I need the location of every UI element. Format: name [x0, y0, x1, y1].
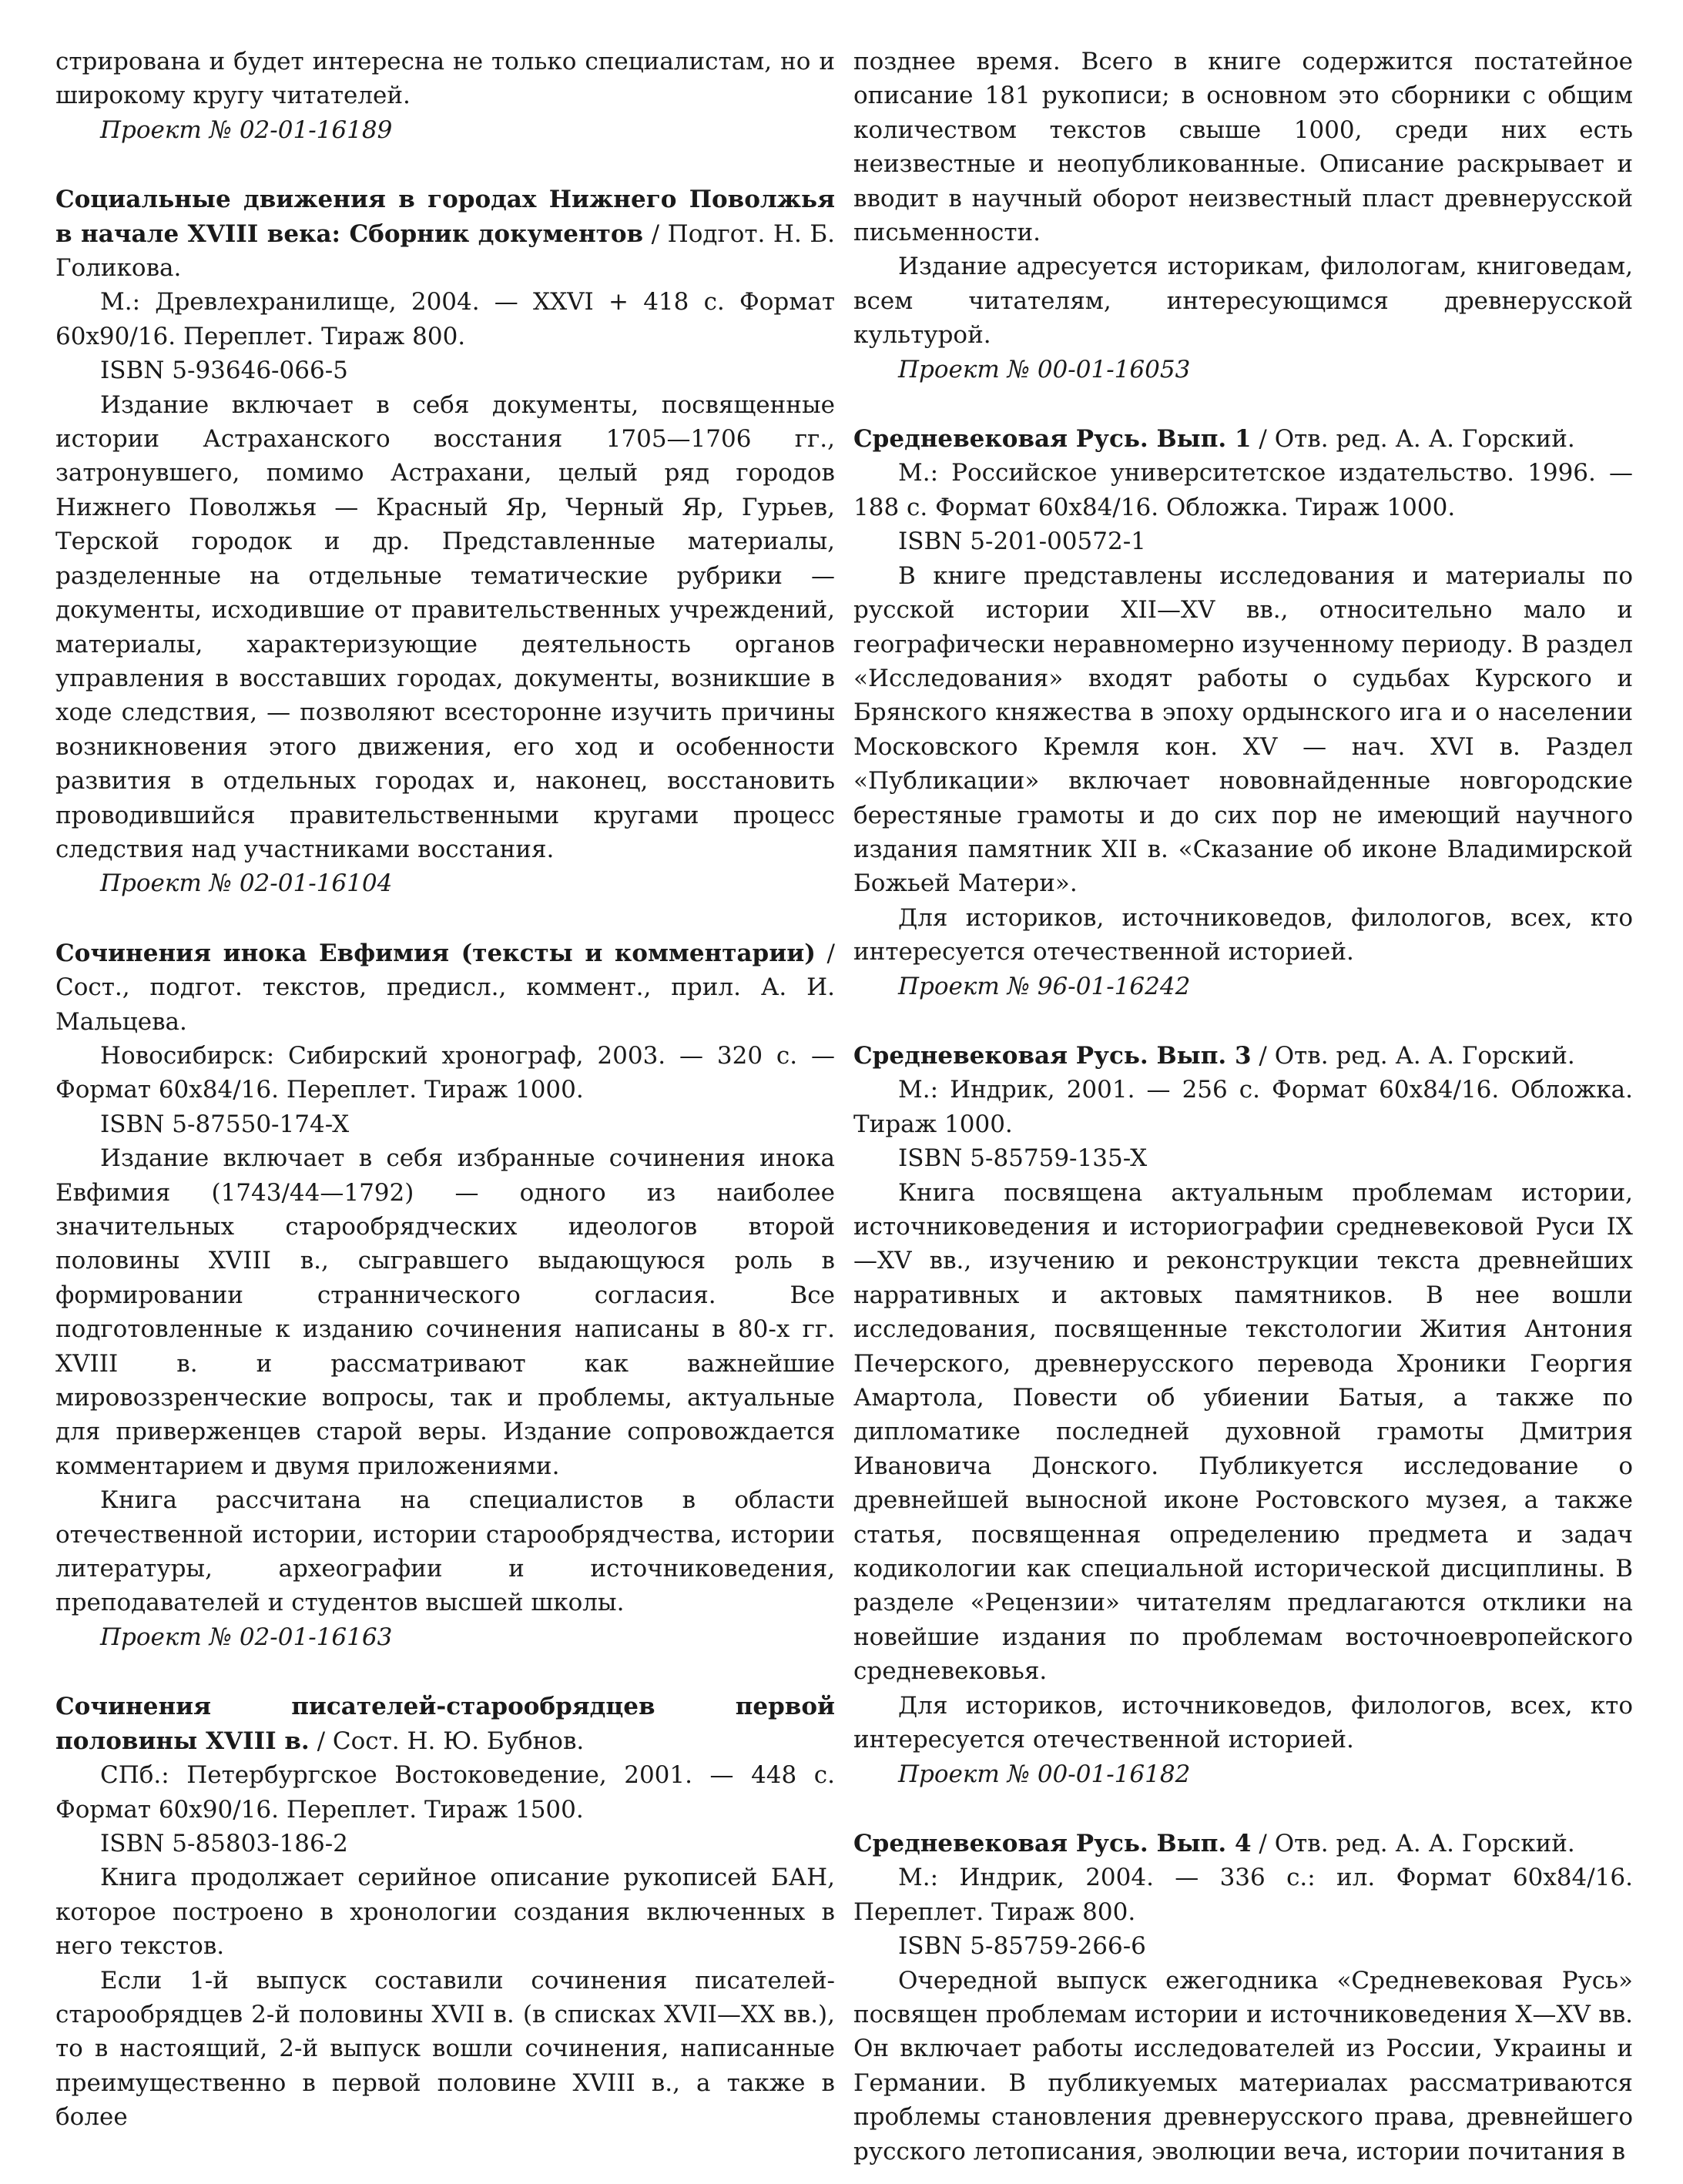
- entry-social-movements: [55, 183, 835, 901]
- entry-title: Средневековая Русь. Вып. 1: [853, 425, 1252, 454]
- entry-responsibility: / Сост., подгот. текстов, предисл., коммент., прил. А. И. Мальцева.: [55, 939, 835, 1036]
- entry-responsibility: / Отв. ред. А. А. Горский.: [1251, 425, 1575, 454]
- entry-continuation: [853, 45, 1633, 387]
- project-number: Проект № 96-01-16242: [898, 972, 1191, 1000]
- description-audience: Для историков, источниковедов, филологов, всех, кто интересуется отечественной историей.: [853, 903, 1633, 966]
- entry-responsibility: / Отв. ред. А. А. Горский.: [1251, 1041, 1575, 1070]
- description-audience: Издание адресуется историкам, филологам, книговедам, всем читателям, интересующимся древнерусской культурой.: [853, 253, 1633, 350]
- publication-info: Новосибирск: Сибирский хронограф, 2003. — 320 с. — Формат 60х84/16. Переплет. Тираж 1000.: [55, 1041, 835, 1104]
- isbn: ISBN 5-201-00572-1: [898, 528, 1146, 556]
- entry-heading: [853, 1039, 1633, 1073]
- entry-old-believers: [55, 1690, 835, 2134]
- description: Очередной выпуск ежегодника «Средневековая Русь» посвящен проблемам истории и источниковедения X—XV вв. Он включает работы исследователей из России, Украины и Германии. В публикуемых материалах рассматриваются проблемы становления древнерусского права, древнейшего русского летописания, эволюции веча, истории почитания в: [853, 1966, 1633, 2166]
- entry-title: Средневековая Русь. Вып. 3: [853, 1041, 1252, 1070]
- isbn: ISBN 5-85759-135-X: [898, 1144, 1148, 1173]
- publication-info: М.: Индрик, 2004. — 336 с.: ил. Формат 60х84/16. Переплет. Тираж 800.: [853, 1864, 1633, 1926]
- entry-heading: [853, 422, 1633, 456]
- entry-title: Средневековая Русь. Вып. 4: [853, 1829, 1252, 1857]
- project-number: Проект № 02-01-16104: [100, 869, 393, 898]
- entry-medieval-rus-1: [853, 422, 1633, 1003]
- isbn: ISBN 5-87550-174-X: [100, 1110, 350, 1138]
- description-audience: Для историков, источниковедов, филологов, всех, кто интересуется отечественной историей.: [853, 1691, 1633, 1754]
- right-column: [853, 45, 1633, 2169]
- description-continued: Если 1-й выпуск составили сочинения писателей-старообрядцев 2-й половины XVII в. (в списках XVII—XX вв.), то в настоящий, 2-й выпуск вошли сочинения, написанные преимущественно в первой половине XVIII в., а также в более: [55, 1966, 835, 2132]
- project-number: Проект № 00-01-16053: [898, 355, 1191, 384]
- entry-responsibility: / Сост. Н. Ю. Бубнов.: [309, 1727, 585, 1755]
- isbn: ISBN 5-85759-266-6: [898, 1932, 1146, 1961]
- entry-title: Сочинения писателей-старообрядцев первой половины XVIII в.: [55, 1693, 835, 1755]
- description: Издание включает в себя документы, посвященные истории Астраханского восстания 1705—1706 гг., затронувшего, помимо Астрахани, целый ряд городов Нижнего Поволжья — Красный Яр, Черный Яр, Гурьев, Терской городок и др. Представленные материалы, разделенные на отдельные тематические рубрики — документы, исходившие от правительственных учреждений, материалы, характеризующие деятельность органов управления в восставших городах, документы, возникшие в ходе следствия, — позволяют всесторонне изучить причины возникновения этого движения, его ход и особенности развития в отдельных городах и, наконец, восстановить проводившийся правительственными кругами процесс следствия над участниками восстания.: [55, 390, 835, 863]
- entry-responsibility: / Отв. ред. А. А. Горский.: [1251, 1829, 1575, 1857]
- entry-euthymius: [55, 936, 835, 1655]
- entry-heading: [55, 1690, 835, 1758]
- description: Книга посвящена актуальным проблемам истории, источниковедения и историографии средневековой Руси IX—XV вв., изучению и реконструкции текста древнейших нарративных и актовых памятников. В нее вошли исследования, посвященные текстологии Жития Антония Печерского, древнерусского перевода Хроники Георгия Амартола, Повести об убиении Батыя, а также по дипломатике последней духовной грамоты Дмитрия Ивановича Донского. Публикуется исследование о древнейшей выносной иконе Ростовского музея, а также статья, посвященная определению предмета и задач кодикологии как специальной исторической дисциплины. В разделе «Рецензии» читателям предлагаются отклики на новейшие издания по проблемам восточноевропейского средневековья.: [853, 1178, 1633, 1686]
- entry-continuation: [55, 45, 835, 147]
- entry-medieval-rus-4: [853, 1827, 1633, 2169]
- project-number: Проект № 02-01-16189: [100, 116, 393, 144]
- description-audience: Книга рассчитана на специалистов в области отечественной истории, истории старообрядчества, истории литературы, археографии и источниковедения, преподавателей и студентов высшей школы.: [55, 1486, 835, 1617]
- entry-text: стрирована и будет интересна не только специалистам, но и широкому кругу читателей.: [55, 48, 835, 110]
- left-column: [55, 45, 835, 2135]
- publication-info: М.: Российское университетское издательство. 1996. — 188 с. Формат 60х84/16. Обложка. Тираж 1000.: [853, 459, 1633, 521]
- entry-heading: [853, 1827, 1633, 1861]
- entry-heading: [55, 936, 835, 1039]
- entry-medieval-rus-3: [853, 1039, 1633, 1791]
- publication-info: М.: Древлехранилище, 2004. — XXVI + 418 с. Формат 60х90/16. Переплет. Тираж 800.: [55, 288, 835, 350]
- description: Книга продолжает серийное описание рукописей БАН, которое построено в хронологии создания включенных в него текстов.: [55, 1864, 835, 1961]
- project-number: Проект № 02-01-16163: [100, 1623, 393, 1651]
- entry-title: Социальные движения в городах Нижнего Поволжья в начале XVIII века: Сборник документов: [55, 186, 835, 248]
- description: В книге представлены исследования и материалы по русской истории XII—XV вв., относительно мало и географически неравномерно изученному периоду. В раздел «Исследования» входят работы о судьбах Курского и Брянского княжества в эпоху ордынского ига и о населении Московского Кремля кон. XV — нач. XVI в. Раздел «Публикации» включает нововнайденные новгородские берестяные грамоты и до сих пор не имеющий научного издания памятник XII в. «Сказание об иконе Владимирской Божьей Матери».: [853, 561, 1633, 898]
- publication-info: М.: Индрик, 2001. — 256 с. Формат 60х84/16. Обложка. Тираж 1000.: [853, 1076, 1633, 1138]
- project-number: Проект № 00-01-16182: [898, 1760, 1191, 1788]
- entry-text: позднее время. Всего в книге содержится постатейное описание 181 рукописи; в основном это сборники с общим количеством текстов свыше 1000, среди них есть неизвестные и неопубликованные. Описание раскрывает и вводит в научный оборот неизвестный пласт древнерусской письменности.: [853, 48, 1633, 247]
- publication-info: СПб.: Петербургское Востоковедение, 2001. — 448 с. Формат 60х90/16. Переплет. Тираж 1500.: [55, 1761, 835, 1824]
- isbn: ISBN 5-93646-066-5: [100, 357, 348, 385]
- entry-title: Сочинения инока Евфимия (тексты и комментарии): [55, 939, 816, 967]
- isbn: ISBN 5-85803-186-2: [100, 1829, 348, 1857]
- entry-heading: [55, 183, 835, 285]
- description: Издание включает в себя избранные сочинения инока Евфимия (1743/44—1792) — одного из наиболее значительных старообрядческих идеологов второй половины XVIII в., сыгравшего выдающуюся роль в формировании страннического согласия. Все подготовленные к изданию сочинения написаны в 80-х гг. XVIII в. и рассматривают как важнейшие мировоззренческие вопросы, так и проблемы, актуальные для приверженцев старой веры. Издание сопровождается комментарием и двумя приложениями.: [55, 1144, 835, 1480]
- entry-responsibility: / Подгот. Н. Б. Голикова.: [55, 219, 836, 283]
